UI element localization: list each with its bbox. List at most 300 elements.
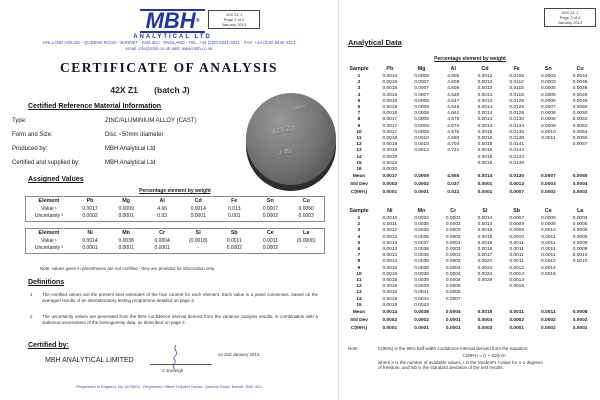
definition-text: The uncertainty values are generated from the 95% confidence interval derived from the variance analysis results, in combination with a statistical assessment of the homogeneity data, as described on page 2.: [42, 314, 318, 325]
address-line: HOLLAND HOUSE - QUEENS ROAD - BARNET - EN5 4DJ - ENGLAND - TEL. +44 (0)20 8441 3031 - FAX: +44 (0)20 8449 0313: [42, 40, 296, 45]
table-cell: Mn: [417, 208, 426, 214]
table-cell: 15: [356, 302, 362, 308]
table-cell: 0.0015: [477, 240, 493, 246]
table-cell: 4.721: [447, 148, 460, 154]
table-cell: 0.037: [447, 182, 460, 188]
pct-weight-label: Percentage element by weight: [434, 56, 506, 62]
table-cell: 0.0002: [414, 182, 429, 188]
table-cell: 0.0008: [414, 117, 429, 123]
table-cell: Al: [450, 66, 456, 72]
table-cell: 0.0017: [382, 117, 398, 123]
table-cell: 4.704: [447, 142, 460, 148]
table-cell: 0.0010: [414, 136, 429, 142]
table-cell: Cu: [302, 198, 310, 204]
table-cell: 0.0003: [477, 325, 493, 331]
table-cell: 0.0001: [118, 213, 134, 219]
analytical-data-page: [340, 0, 600, 400]
table-cell: 0.0014: [382, 259, 398, 265]
table-cell: Cr: [450, 208, 457, 214]
table-cell: 0.0008: [509, 222, 524, 228]
table-cell: 0.0008: [414, 105, 429, 111]
table-cell: 0.0011: [541, 136, 556, 142]
table-cell: 0.0126: [509, 111, 524, 117]
table-cell: 0.0037: [414, 240, 429, 246]
table-cell: 0.0017: [382, 129, 398, 135]
table-cell: 0.0002: [82, 213, 98, 219]
table-cell: 8: [357, 259, 361, 265]
table-cell: Si: [195, 230, 201, 236]
table-cell: Ce: [266, 230, 274, 236]
table-cell: 0.0010: [382, 216, 398, 221]
table-cell: 0.0049: [572, 92, 588, 98]
table-cell: 0.0042: [414, 296, 429, 302]
table-cell: 0.0044: [572, 74, 588, 79]
table-cell: -: [197, 245, 200, 251]
note-line: where n is the number of available values, t is the Student's t value for n-1 degrees: [378, 359, 543, 365]
table-cell: Value ¹: [41, 205, 57, 212]
table-header-row: [26, 197, 325, 206]
table-cell: 0.0002: [572, 325, 588, 331]
batch-label: (batch J): [154, 85, 190, 95]
table-cell: 0.0118: [509, 92, 524, 98]
table-cell: Uncertainty ²: [34, 213, 64, 219]
table-cell: 0.0013: [509, 182, 524, 188]
assigned-values-table-2: [25, 228, 325, 254]
table-cell: 0.0013: [382, 234, 398, 240]
table-cell: 0.0038: [414, 253, 429, 259]
table-cell: 0.0003: [445, 253, 461, 259]
table-cell: -: [305, 245, 308, 251]
definition-2: [30, 314, 318, 325]
table-cell: 0.0046: [572, 80, 588, 86]
table-cell: 0.0116: [509, 86, 524, 92]
table-summary-row: [344, 189, 596, 197]
table-cell: 0.0011: [509, 240, 524, 246]
table-cell: 0.0018: [477, 310, 493, 316]
crm-value: MBH Analytical Ltd: [105, 160, 156, 166]
table-cell: 0.0014: [477, 216, 493, 221]
table-cell: 0.0024: [477, 271, 493, 277]
table-cell: 0.0015: [541, 271, 556, 277]
table-cell: 0.0002: [262, 245, 278, 251]
table-cell: 0.0004: [572, 182, 588, 188]
table-cell: Mean: [352, 174, 366, 180]
table-cell: 0.0013: [477, 80, 493, 86]
table-cell: 0.0001: [82, 245, 98, 251]
logo-subtitle: ANALYTICAL LTD: [133, 34, 212, 40]
table-cell: 0.0016: [382, 302, 398, 308]
table-cell: 0.0002: [541, 317, 556, 323]
table-cell: 1: [357, 74, 361, 79]
c95-note: [378, 346, 590, 371]
table-cell: La: [303, 230, 310, 236]
certificate-title: CERTIFICATE OF ANALYSIS: [59, 60, 279, 75]
table-cell: Fe: [231, 198, 238, 204]
table-cell: 0.0015: [477, 136, 493, 142]
table-cell: 0.0011: [509, 259, 524, 265]
table-cell: 0.0005: [572, 234, 588, 240]
table-cell: 0.0014: [382, 310, 398, 316]
table-cell: 0.0003: [541, 182, 556, 188]
table-cell: Sn: [266, 198, 274, 204]
ref-product: 42X Z1 J: [561, 10, 578, 15]
table-cell: 0.0015: [477, 148, 493, 154]
table-cell: Uncertainty ²: [34, 245, 64, 251]
table-cell: 4.676: [447, 129, 460, 135]
table-cell: 0.0009: [414, 174, 429, 180]
definitions-heading: Definitions: [28, 279, 65, 286]
table-cell: 0.0004: [154, 237, 170, 244]
table-cell: 0.0012: [541, 259, 556, 265]
table-summary-row: [344, 309, 596, 317]
table-cell: 0.022: [447, 189, 460, 195]
table-cell: 15: [356, 160, 362, 166]
table-cell: Mg: [417, 66, 426, 72]
table-cell: 0.0004: [445, 310, 461, 316]
table-cell: 0.0054: [572, 129, 588, 135]
table-cell: Cu: [576, 66, 584, 72]
table-cell: 0.0010: [541, 228, 556, 234]
table-cell: 7: [357, 253, 361, 259]
table-cell: 0.0050: [572, 105, 588, 111]
table-cell: 0.0034: [414, 216, 429, 221]
table-summary-row: [344, 317, 596, 325]
definition-number: 1: [30, 292, 33, 297]
note-label: Note:: [348, 346, 359, 351]
crm-label: Type:: [12, 118, 27, 124]
table-cell: 0.0016: [477, 247, 493, 253]
table-cell: 0.0004: [445, 278, 461, 284]
table-cell: 16: [356, 167, 362, 173]
table-cell: 0.0018: [382, 136, 398, 142]
assigned-values-table-1: [25, 196, 325, 222]
table-cell: 0.0039: [414, 284, 429, 290]
table-cell: Cd: [481, 66, 489, 72]
table-cell: 0.0015: [509, 284, 524, 290]
table-cell: 0.0138: [509, 136, 524, 142]
table-cell: 0.0004: [445, 271, 461, 277]
table-cell: 0.0016: [477, 160, 493, 166]
product-code: 42X Z1: [110, 85, 138, 95]
table-cell: 0.0001: [190, 213, 206, 219]
table-cell: 0.0003: [445, 228, 461, 234]
table-cell: 0.0018: [382, 142, 398, 148]
pct-weight-label: Percentage element by weight: [139, 188, 211, 194]
table-cell: 0.0016: [477, 154, 493, 160]
table-cell: 14: [356, 154, 362, 160]
table-cell: 4: [357, 92, 361, 98]
table-cell: 0.0013: [477, 86, 493, 92]
table-cell: 0.0048: [572, 86, 588, 92]
table-cell: 0.0003: [445, 259, 461, 265]
sample-disc-photo: [246, 93, 336, 193]
table-cell: 0.0052: [572, 123, 588, 129]
table-cell: 0.0014: [477, 98, 493, 104]
table-cell: 0.0011: [541, 234, 556, 240]
table-cell: 0.0003: [445, 234, 461, 240]
table-cell: 0.0005: [572, 228, 588, 234]
table-cell: 0.0144: [509, 154, 524, 160]
disc-engraving: 42X Z1: [271, 125, 296, 136]
table-cell: 0.0012: [414, 148, 429, 154]
table-cell: 0.0001: [509, 325, 524, 331]
table-cell: 0.0010: [572, 253, 588, 259]
table-cell: 0.0008: [414, 74, 429, 79]
table-cell: 0.0001: [382, 189, 398, 195]
table-cell: 14: [356, 296, 362, 302]
definition-number: 2: [30, 314, 33, 319]
table-cell: 0.0014: [541, 265, 556, 271]
table-cell: 0.0014: [477, 117, 493, 123]
table-cell: 4.670: [447, 117, 460, 123]
mbh-logo: [110, 9, 235, 40]
table-cell: 13: [356, 148, 362, 154]
table-cell: 0.0001: [118, 245, 134, 251]
table-cell: 0.0042: [414, 302, 429, 308]
table-header-row: [344, 65, 596, 74]
table-cell: 0.0009: [541, 216, 556, 221]
table-cell: 0.0002: [382, 317, 398, 323]
crm-value: Disc ~50mm diameter: [105, 132, 164, 138]
table-cell: 0.0014: [477, 222, 493, 228]
table-row: [26, 213, 325, 221]
table-cell: 0.0015: [382, 284, 398, 290]
table-cell: 0.013: [228, 205, 241, 212]
table-header-row: [26, 229, 325, 238]
table-cell: Std Dev: [350, 182, 368, 188]
table-cell: 0.0149: [509, 160, 524, 166]
table-cell: 0.0002: [572, 317, 588, 323]
table-cell: 0.0015: [477, 234, 493, 240]
table-cell: 3: [357, 228, 361, 234]
table-cell: 0.0003: [445, 247, 461, 253]
table-cell: 0.0005: [541, 92, 556, 98]
table-cell: 0.0001: [414, 189, 429, 195]
table-cell: 0.0057: [572, 142, 588, 148]
table-cell: 0.0002: [541, 189, 556, 195]
table-cell: 0.0009: [541, 222, 556, 228]
table-cell: 0.0019: [382, 154, 398, 160]
table-cell: 0.0011: [509, 247, 524, 253]
certifying-company: MBH ANALYTICAL LIMITED: [45, 357, 134, 364]
table-cell: Sb: [230, 230, 238, 236]
table-cell: 0.0003: [541, 74, 556, 79]
table-cell: 0.0010: [541, 129, 556, 135]
table-cell: La: [576, 208, 584, 214]
table-cell: 11: [356, 136, 362, 142]
table-cell: 0.0014: [382, 74, 398, 79]
table-cell: Ce: [544, 208, 552, 214]
table-cell: 0.0008: [572, 310, 588, 316]
table-cell: 0.0015: [382, 290, 398, 296]
table-cell: 0.0112: [509, 80, 524, 86]
table-cell: 7: [357, 111, 361, 117]
table-cell: 5: [357, 98, 361, 104]
registered-mark: ®: [195, 18, 200, 24]
table-cell: 0.0029: [477, 278, 493, 284]
table-cell: 0.0052: [572, 117, 588, 123]
table-cell: 4.661: [447, 111, 460, 117]
crm-label: Certified and supplied by:: [12, 160, 80, 166]
table-cell: 0.0011: [541, 240, 556, 246]
table-cell: 0.0035: [414, 222, 429, 228]
table-cell: 0.0130: [509, 174, 524, 180]
table-cell: 0.0014: [82, 237, 98, 244]
analytical-table-2: [344, 207, 596, 332]
table-cell: 4.670: [447, 123, 460, 129]
table-cell: Mean: [352, 310, 366, 316]
table-cell: 0.0002: [445, 216, 461, 221]
table-cell: 0.0024: [477, 265, 493, 271]
table-cell: 0.0006: [541, 98, 556, 104]
table-cell: 0.0009: [541, 123, 556, 129]
note-line: of freedom, and SD is the standard deviation of the test results.: [378, 365, 504, 371]
table-cell: 0.0010: [572, 259, 588, 265]
table-cell: 0.0014: [477, 123, 493, 129]
table-cell: 0.0009: [572, 247, 588, 253]
table-cell: 0.0014: [477, 111, 493, 117]
ref-page: Page 1 of 4: [223, 17, 245, 22]
table-cell: 0.0017: [82, 205, 98, 212]
table-cell: 11: [356, 278, 362, 284]
table-cell: Sample: [349, 208, 369, 214]
table-cell: 0.0001: [414, 325, 429, 331]
table-cell: 12: [356, 142, 362, 148]
table-cell: 3: [357, 86, 361, 92]
ref-date: January 2013: [221, 22, 247, 27]
table-cell: 0.0013: [382, 253, 398, 259]
table-cell: 0.0007: [414, 92, 429, 98]
table-cell: 0.0015: [382, 265, 398, 271]
table-cell: 0.0007: [541, 174, 556, 180]
table-cell: 0.0011: [541, 310, 556, 316]
table-cell: 0.0041: [414, 290, 429, 296]
table-cell: 4.680: [447, 136, 460, 142]
table-cell: 0.0049: [572, 98, 588, 104]
crm-value: MBH Analytical Ltd: [105, 146, 156, 152]
table-cell: 0.0035: [414, 228, 429, 234]
table-cell: 0.0105: [509, 74, 524, 79]
table-cell: Al: [159, 198, 165, 204]
table-cell: 0.0001: [154, 245, 170, 251]
table-cell: 0.0014: [477, 92, 493, 98]
table-cell: 0.0014: [509, 278, 524, 284]
table-cell: 0.0038: [414, 265, 429, 271]
table-cell: 0.0035: [414, 234, 429, 240]
table-cell: 10: [356, 271, 362, 277]
table-cell: 0.0039: [414, 278, 429, 284]
table-cell: 4.620: [447, 92, 460, 98]
table-cell: 12: [356, 284, 362, 290]
table-cell: 0.0015: [477, 142, 493, 148]
table-cell: 0.0007: [414, 86, 429, 92]
table-summary-row: [344, 173, 596, 181]
table-cell: 8: [357, 117, 361, 123]
analytical-data-heading: Analytical Data: [348, 38, 402, 47]
certified-date: on 2nd January 2013: [218, 352, 260, 357]
contact-line: email: info@mbh.co.uk web: www.mbh.co.uk: [125, 46, 213, 51]
table-cell: 0.0005: [541, 86, 556, 92]
table-header-row: [344, 207, 596, 216]
disc-engraving: MBH: [293, 104, 306, 112]
crm-value: ZINC/ALUMINIUM ALLOY (CAST): [105, 118, 197, 124]
table-cell: 0.0005: [572, 222, 588, 228]
table-cell: 0.0017: [477, 253, 493, 259]
table-cell: 0.0021: [477, 259, 493, 265]
table-cell: 0.0010: [509, 234, 524, 240]
c95-equation: C(95%) = (t × SD)/√n: [462, 352, 506, 358]
signatory-name: C Eveleigh: [162, 368, 184, 373]
table-cell: Si: [482, 208, 488, 214]
table-cell: 4.608: [447, 80, 460, 86]
disc-engraving: J 49: [277, 147, 292, 158]
table-cell: 0.0135: [509, 129, 524, 135]
table-cell: 6: [357, 105, 361, 111]
table-cell: 0.0130: [509, 117, 524, 123]
table-cell: 4.605: [447, 74, 460, 79]
table-cell: 9: [357, 265, 361, 271]
page-divider: [338, 0, 339, 400]
table-cell: 0.0009: [118, 205, 134, 212]
table-cell: 0.0008: [414, 111, 429, 117]
table-cell: 13: [356, 290, 362, 296]
table-cell: Mg: [122, 198, 130, 204]
table-cell: 0.0038: [414, 247, 429, 253]
table-cell: Sample: [349, 66, 369, 72]
table-cell: 0.0008: [414, 98, 429, 104]
table-cell: 1: [357, 216, 361, 221]
table-cell: 0.0007: [509, 216, 524, 221]
table-cell: Mn: [122, 230, 130, 236]
table-cell: 0.0004: [477, 317, 493, 323]
table-cell: 0.0141: [509, 142, 524, 148]
table-cell: 9: [357, 123, 361, 129]
table-cell: 0.0015: [477, 129, 493, 135]
table-cell: 0.0038: [414, 271, 429, 277]
table-cell: Cr: [159, 230, 166, 236]
table-cell: 0.0005: [445, 284, 461, 290]
definition-1: [30, 292, 318, 303]
disc-face: [246, 93, 336, 185]
table-cell: 0.0001: [382, 325, 398, 331]
table-cell: 4.609: [447, 86, 460, 92]
table-cell: 0.0013: [382, 247, 398, 253]
table-cell: 0.0016: [382, 111, 398, 117]
table-cell: 0.0017: [382, 123, 398, 129]
ref-page: Page 3 of 4: [559, 15, 581, 20]
table-cell: Std Dev: [350, 317, 368, 323]
table-row: [26, 238, 325, 246]
table-cell: 0.0002: [262, 213, 278, 219]
registered-office-line: Registered in England, No 1575803 - Registered Office: Holland House, Queens Road, Barnet, EN5 4DJ: [76, 384, 262, 389]
table-cell: 0.0126: [509, 105, 524, 111]
table-cell: 0.0016: [382, 98, 398, 104]
table-cell: Pb: [386, 66, 394, 72]
crm-label: Produced by:: [12, 146, 48, 152]
table-cell: 0.0001: [445, 317, 461, 323]
logo-text: MBH®: [140, 9, 206, 33]
table-cell: 0.0018: [382, 148, 398, 154]
table-cell: 0.0003: [298, 213, 314, 219]
definition-text: The certified values are the present best estimates of the true content for each element. Each value is a panel consensus, based on the averaged results of an interlaboratory testing programme detailed on page 3.: [42, 292, 318, 303]
table-cell: 0.0008: [541, 117, 556, 123]
table-summary-row: [344, 181, 596, 189]
table-cell: 0.0007: [509, 189, 524, 195]
table-cell: Fe: [513, 66, 520, 72]
table-cell: 0.0015: [382, 278, 398, 284]
table-cell: Ni: [387, 208, 393, 214]
table-cell: 0.0038: [414, 259, 429, 265]
